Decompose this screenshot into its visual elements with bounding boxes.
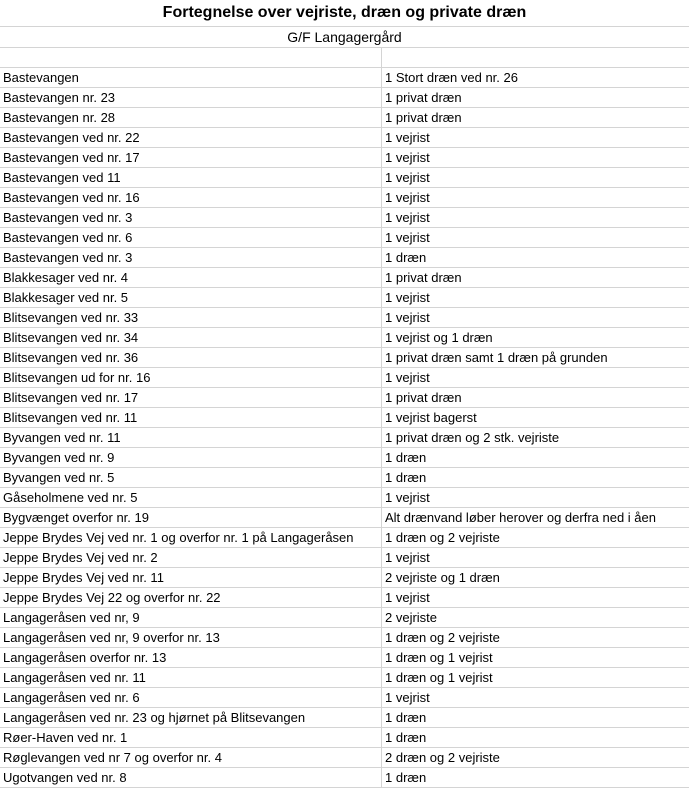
- description-cell[interactable]: 1 vejrist: [385, 550, 430, 565]
- sheet-subtitle: G/F Langagergård: [287, 29, 402, 45]
- location-cell[interactable]: Bastevangen nr. 23: [0, 88, 382, 107]
- table-row: [0, 208, 689, 228]
- location-cell[interactable]: Bastevangen ved nr. 3: [0, 248, 382, 267]
- location-cell[interactable]: Blakkesager ved nr. 5: [0, 288, 382, 307]
- location-cell[interactable]: Langageråsen ved nr. 11: [0, 668, 382, 687]
- location-cell[interactable]: Blitsevangen ved nr. 33: [0, 308, 382, 327]
- description-cell[interactable]: 2 vejriste: [385, 610, 438, 625]
- description-cell[interactable]: 1 privat dræn samt 1 dræn på grunden: [385, 350, 608, 365]
- location-cell[interactable]: Langageråsen ved nr. 23 og hjørnet på Blitsevangen: [0, 708, 382, 727]
- description-cell[interactable]: 1 dræn og 1 vejrist: [385, 650, 493, 665]
- table-row: [0, 108, 689, 128]
- table-row: [0, 648, 689, 668]
- location-cell[interactable]: Bastevangen ved nr. 17: [0, 148, 382, 167]
- table-row: [0, 168, 689, 188]
- location-cell[interactable]: Bygvænget overfor nr. 19: [0, 508, 382, 527]
- table-row: [0, 748, 689, 768]
- table-row: [0, 248, 689, 268]
- table-row: [0, 468, 689, 488]
- location-cell[interactable]: Jeppe Brydes Vej 22 og overfor nr. 22: [0, 588, 382, 607]
- location-cell[interactable]: Bastevangen ved nr. 3: [0, 208, 382, 227]
- location-cell[interactable]: Jeppe Brydes Vej ved nr. 11: [0, 568, 382, 587]
- description-cell[interactable]: 1 dræn og 1 vejrist: [385, 670, 493, 685]
- location-cell[interactable]: Bastevangen: [0, 68, 382, 87]
- table-row: [0, 48, 689, 68]
- description-cell[interactable]: [382, 48, 689, 67]
- table-row: [0, 308, 689, 328]
- description-cell[interactable]: 1 privat dræn: [385, 90, 462, 105]
- table-row: [0, 228, 689, 248]
- description-cell[interactable]: 1 dræn: [385, 710, 427, 725]
- table-row: [0, 368, 689, 388]
- description-cell[interactable]: 1 Stort dræn ved nr. 26: [385, 70, 518, 85]
- description-cell[interactable]: 1 dræn og 2 vejriste: [385, 630, 500, 645]
- description-cell[interactable]: 1 vejrist og 1 dræn: [385, 330, 493, 345]
- table-row: [0, 448, 689, 468]
- description-cell[interactable]: 1 vejrist bagerst: [385, 410, 477, 425]
- table-row: [0, 568, 689, 588]
- location-cell[interactable]: [0, 48, 382, 67]
- location-cell[interactable]: Blakkesager ved nr. 4: [0, 268, 382, 287]
- table-row: [0, 728, 689, 748]
- description-cell[interactable]: 1 privat dræn: [385, 270, 462, 285]
- table-row: [0, 288, 689, 308]
- table-row: [0, 688, 689, 708]
- location-cell[interactable]: Byvangen ved nr. 11: [0, 428, 382, 447]
- location-cell[interactable]: Blitsevangen ved nr. 36: [0, 348, 382, 367]
- table-row: [0, 268, 689, 288]
- table-row: [0, 488, 689, 508]
- location-cell[interactable]: Gåseholmene ved nr. 5: [0, 488, 382, 507]
- table-row: [0, 528, 689, 548]
- description-cell[interactable]: 1 vejrist: [385, 190, 430, 205]
- location-cell[interactable]: Bastevangen ved 11: [0, 168, 382, 187]
- location-cell[interactable]: Byvangen ved nr. 9: [0, 448, 382, 467]
- location-cell[interactable]: Byvangen ved nr. 5: [0, 468, 382, 487]
- description-cell[interactable]: 1 privat dræn og 2 stk. vejriste: [385, 430, 560, 445]
- location-cell[interactable]: Blitsevangen ud for nr. 16: [0, 368, 382, 387]
- location-cell[interactable]: Langageråsen overfor nr. 13: [0, 648, 382, 667]
- location-cell[interactable]: Langageråsen ved nr, 9: [0, 608, 382, 627]
- table-row: [0, 348, 689, 368]
- location-cell[interactable]: Bastevangen ved nr. 16: [0, 188, 382, 207]
- description-cell[interactable]: 1 dræn: [385, 770, 427, 785]
- description-cell[interactable]: 1 dræn: [385, 450, 427, 465]
- description-cell[interactable]: 1 vejrist: [385, 210, 430, 225]
- table-body: [0, 48, 689, 788]
- table-row: [0, 88, 689, 108]
- description-cell[interactable]: Alt drænvand løber herover og derfra ned i åen: [385, 510, 656, 525]
- table-row: [0, 408, 689, 428]
- location-cell[interactable]: Røglevangen ved nr 7 og overfor nr. 4: [0, 748, 382, 767]
- location-cell[interactable]: Bastevangen ved nr. 22: [0, 128, 382, 147]
- table-row: [0, 68, 689, 88]
- table-row: [0, 388, 689, 408]
- description-cell[interactable]: 1 vejrist: [385, 130, 430, 145]
- table-row: [0, 428, 689, 448]
- location-cell[interactable]: Langageråsen ved nr, 9 overfor nr. 13: [0, 628, 382, 647]
- location-cell[interactable]: Ugotvangen ved nr. 8: [0, 768, 382, 787]
- description-cell[interactable]: 1 vejrist: [385, 690, 430, 705]
- location-cell[interactable]: Blitsevangen ved nr. 17: [0, 388, 382, 407]
- description-cell[interactable]: 2 vejriste og 1 dræn: [385, 570, 500, 585]
- sheet-subtitle-cell[interactable]: [0, 27, 689, 48]
- location-cell[interactable]: Bastevangen nr. 28: [0, 108, 382, 127]
- location-cell[interactable]: Jeppe Brydes Vej ved nr. 1 og overfor nr. 1 på Langageråsen: [0, 528, 382, 547]
- table-row: [0, 768, 689, 788]
- description-cell[interactable]: 1 dræn: [385, 730, 427, 745]
- table-row: [0, 188, 689, 208]
- table-row: [0, 608, 689, 628]
- table-row: [0, 628, 689, 648]
- description-cell[interactable]: 1 vejrist: [385, 370, 430, 385]
- description-cell[interactable]: 1 vejrist: [385, 170, 430, 185]
- table-row: [0, 708, 689, 728]
- table-row: [0, 588, 689, 608]
- description-cell[interactable]: 1 dræn og 2 vejriste: [385, 530, 500, 545]
- location-cell[interactable]: Langageråsen ved nr. 6: [0, 688, 382, 707]
- table-row: [0, 328, 689, 348]
- description-cell[interactable]: 1 dræn: [385, 470, 427, 485]
- table-row: [0, 128, 689, 148]
- description-cell[interactable]: 1 vejrist: [385, 290, 430, 305]
- location-cell[interactable]: Blitsevangen ved nr. 34: [0, 328, 382, 347]
- sheet-title: Fortegnelse over vejriste, dræn og private dræn: [162, 4, 527, 21]
- description-cell[interactable]: 1 vejrist: [385, 150, 430, 165]
- description-cell[interactable]: 2 dræn og 2 vejriste: [385, 750, 500, 765]
- description-cell[interactable]: 1 privat dræn: [385, 390, 462, 405]
- description-cell[interactable]: 1 privat dræn: [385, 110, 462, 125]
- location-cell[interactable]: Jeppe Brydes Vej ved nr. 2: [0, 548, 382, 567]
- table-row: [0, 668, 689, 688]
- table-row: [0, 548, 689, 568]
- description-cell[interactable]: 1 vejrist: [385, 310, 430, 325]
- sheet-title-cell[interactable]: [0, 0, 689, 27]
- location-cell[interactable]: Blitsevangen ved nr. 11: [0, 408, 382, 427]
- description-cell[interactable]: 1 vejrist: [385, 230, 430, 245]
- location-cell[interactable]: Bastevangen ved nr. 6: [0, 228, 382, 247]
- description-cell[interactable]: 1 vejrist: [385, 590, 430, 605]
- description-cell[interactable]: 1 dræn: [385, 250, 427, 265]
- location-cell[interactable]: Røer-Haven ved nr. 1: [0, 728, 382, 747]
- description-cell[interactable]: 1 vejrist: [385, 490, 430, 505]
- table-row: [0, 148, 689, 168]
- table-row: [0, 508, 689, 528]
